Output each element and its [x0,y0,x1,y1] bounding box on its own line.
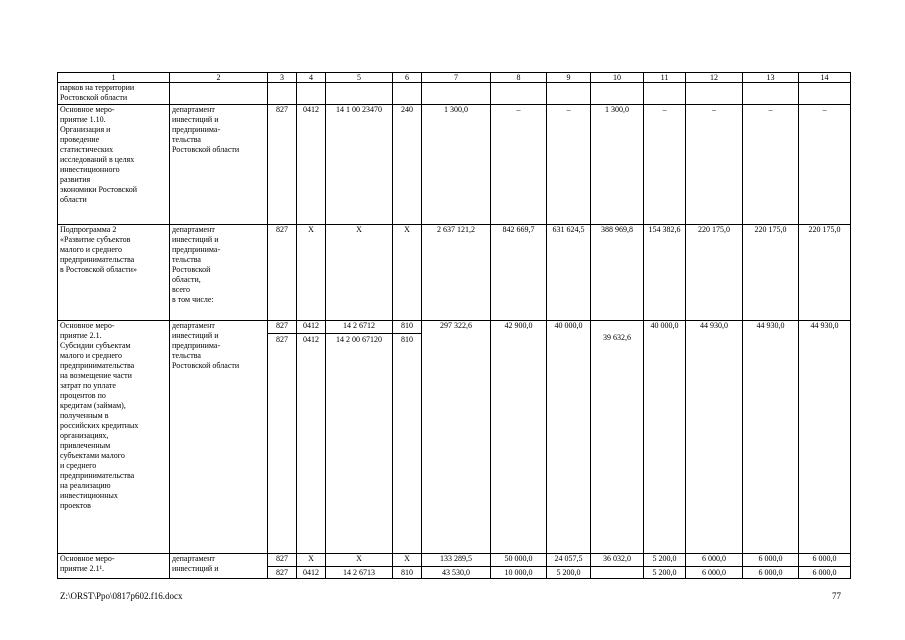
cell: 40 000,0 [547,321,591,554]
cell: – [491,105,547,225]
page-number: 77 [832,591,841,601]
cell: 220 175,0 [686,225,743,321]
cell: 1 300,0 [591,105,644,225]
column-number-row [58,73,851,83]
cell [326,554,393,579]
cell: 220 175,0 [743,225,799,321]
cell: 220 175,0 [799,225,851,321]
cell-value: 14 2 6712 [343,321,375,330]
cell-subvalue: 0412 [297,566,325,578]
col-header: 4 [297,73,326,83]
table-row [58,105,851,225]
cell: – [644,105,686,225]
responsible-executor: департамент инвестиций и предпринима- тельства Ростовской области, всего в том числе: [170,225,268,321]
measure-name: парков на территории Ростовской области [58,83,170,105]
cell: – [547,105,591,225]
cell [591,83,644,105]
cell: – [743,105,799,225]
table-row [58,83,851,105]
cell [297,83,326,105]
measure-name: Основное меро- приятие 2.1. Субсидии субъектам малого и среднего предпринимательства на возмещение части затрат по уплате процентов по кредитам (займам), полученным в российских кредитных организациях, привлеченным субъектами малого и среднего предпринимательства на реализацию инвестиционных проектов [58,321,170,554]
cell-value: Х [356,554,362,563]
cell: 44 930,0 [799,321,851,554]
cell-value: 6 000,0 [812,554,837,563]
cell [743,83,799,105]
measure-name: Основное меро- приятие 2.1¹. [58,554,170,579]
cell [422,554,491,579]
cell [491,554,547,579]
cell [297,321,326,554]
cell-subvalue: 10 000,0 [491,566,546,578]
cell [799,554,851,579]
cell [268,554,297,579]
cell [393,321,422,554]
col-header: 3 [268,73,297,83]
cell: Х [393,225,422,321]
cell-value: 36 032,0 [603,554,631,563]
cell [591,321,644,554]
cell-value: 827 [276,321,288,330]
cell [547,554,591,579]
cell [644,83,686,105]
cell-subvalue [591,566,643,568]
cell [326,321,393,554]
col-header: 13 [743,73,799,83]
cell-subvalue: 5 200,0 [644,566,685,578]
cell: 827 [268,225,297,321]
cell-value: 827 [276,554,288,563]
cell: 42 900,0 [491,321,547,554]
cell: – [799,105,851,225]
cell-subvalue: 827 [268,566,296,578]
cell [393,83,422,105]
cell-value: Х [404,554,410,563]
cell: 154 382,6 [644,225,686,321]
cell: 842 669,7 [491,225,547,321]
col-header: 6 [393,73,422,83]
cell: 297 322,6 [422,321,491,554]
col-header: 14 [799,73,851,83]
cell-value: 50 000,0 [504,554,533,563]
cell: – [686,105,743,225]
cell [393,554,422,579]
cell [268,321,297,554]
measure-name: Основное меро- приятие 1.10. Организация и проведение статистических исследований в целях инвестиционного развития экономики Ростовской области [58,105,170,225]
cell [686,554,743,579]
cell: 40 000,0 [644,321,686,554]
cell: Х [326,225,393,321]
cell [547,83,591,105]
responsible-executor [170,83,268,105]
cell-subvalue: 6 000,0 [686,566,742,578]
table-row [58,225,851,321]
cell-value: 39 632,6 [603,333,631,342]
cell-value: 24 057,5 [554,554,583,563]
responsible-executor: департамент инвестиций и предпринима- тельства Ростовской области [170,321,268,554]
cell: 44 930,0 [743,321,799,554]
cell: 240 [393,105,422,225]
cell-subvalue: 810 [393,333,421,345]
cell-subvalue: 14 2 6713 [326,566,392,578]
cell-subvalue: 14 2 00 67120 [326,333,392,345]
col-header: 12 [686,73,743,83]
cell-subvalue: 6 000,0 [799,566,850,578]
cell: 44 930,0 [686,321,743,554]
cell-subvalue: 0412 [297,333,325,345]
col-header: 9 [547,73,591,83]
cell-value: Х [308,554,314,563]
cell-value: 810 [401,321,413,330]
cell [743,554,799,579]
col-header: 2 [170,73,268,83]
cell [268,83,297,105]
cell: 1 300,0 [422,105,491,225]
cell: 2 637 121,2 [422,225,491,321]
cell: 631 624,5 [547,225,591,321]
cell-value: 5 200,0 [652,554,677,563]
cell [326,83,393,105]
footer-file-path: Z:\ORST\Ppo\0817p602.f16.docx [60,591,183,601]
cell [297,554,326,579]
col-header: 5 [326,73,393,83]
cell [686,83,743,105]
cell-value: 133 289,5 [440,554,472,563]
cell: 827 [268,105,297,225]
cell-subvalue: 43 530,0 [422,566,490,578]
cell-subvalue: 6 000,0 [743,566,798,578]
cell [644,554,686,579]
responsible-executor: департамент инвестиций и предпринима- тельства Ростовской области [170,105,268,225]
col-header: 1 [58,73,170,83]
cell [591,554,644,579]
cell-subvalue: 810 [393,566,421,578]
budget-table [57,72,851,579]
cell-value: 6 000,0 [758,554,783,563]
col-header: 7 [422,73,491,83]
cell: 0412 [297,105,326,225]
cell-value: 0412 [303,321,319,330]
cell: 14 1 00 23470 [326,105,393,225]
col-header: 10 [591,73,644,83]
cell [491,83,547,105]
col-header: 11 [644,73,686,83]
col-header: 8 [491,73,547,83]
cell [422,83,491,105]
measure-name: Подпрограмма 2 «Развитие субъектов малого и среднего предпринимательства в Ростовской области» [58,225,170,321]
responsible-executor: департамент инвестиций и [170,554,268,579]
cell: Х [297,225,326,321]
cell-subvalue: 827 [268,333,296,345]
cell [799,83,851,105]
cell-value: 6 000,0 [702,554,726,563]
cell: 388 969,8 [591,225,644,321]
cell-subvalue: 5 200,0 [547,566,590,578]
table-row [58,554,851,579]
table-row [58,321,851,554]
